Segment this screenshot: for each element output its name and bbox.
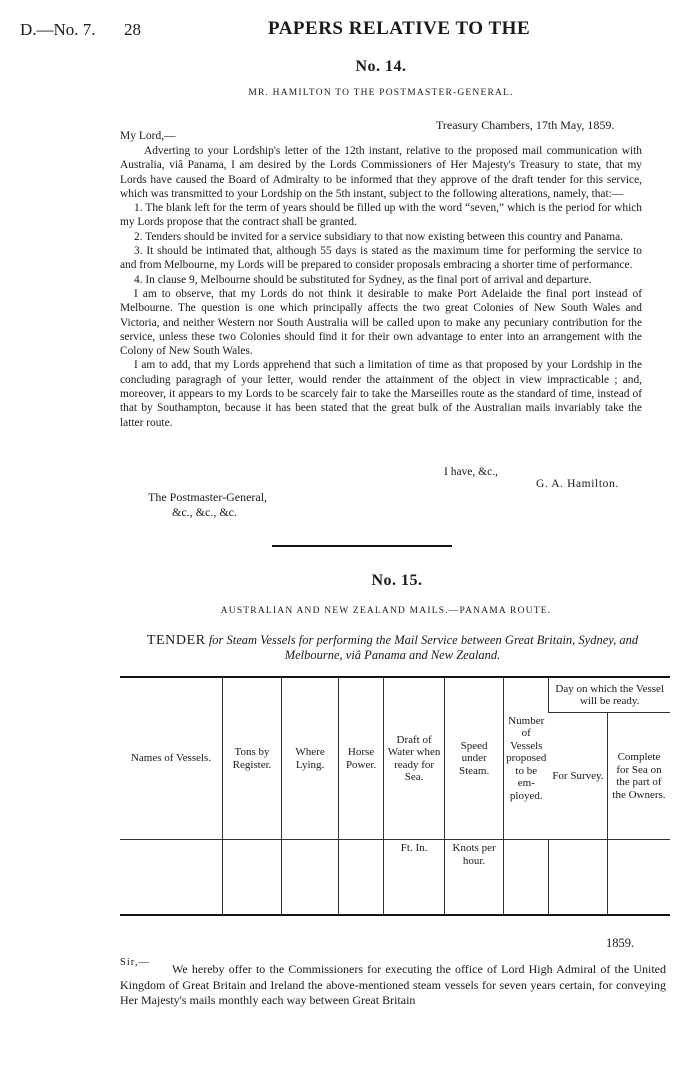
tender-date: 1859. bbox=[606, 936, 635, 950]
page-number: 28 bbox=[124, 20, 141, 39]
tender-table bbox=[120, 676, 670, 916]
col-header-where-lying: Where Lying. bbox=[282, 677, 339, 840]
tender-title-line2: Melbourne, viâ Panama and New Zealand. bbox=[284, 648, 501, 662]
col-header-complete: Complete for Sea on the part of the Owners. bbox=[607, 713, 670, 840]
item14-letter-body bbox=[120, 144, 642, 430]
item14-salutation: My Lord,— bbox=[120, 130, 176, 142]
col-header-horse-power: Horse Power. bbox=[339, 677, 384, 840]
tender-title-line1: for Steam Vessels for performing the Mail Service between Great Britain, Sydney, and bbox=[208, 633, 639, 647]
table-cell bbox=[282, 840, 339, 916]
item14-place-date: Treasury Chambers, 17th May, 1859. bbox=[436, 118, 615, 132]
tender-body bbox=[120, 962, 666, 1009]
letter-paragraph: I am to observe, that my Lords do not think it desirable to make Port Adelaide the final port instead of Melbourne. The question is one which principally affects the two great Colonies of New South Wales and Victoria, and neither Western nor South Australia will be called upon to make any pecuniary contribution for the service, unless these two Colonies should find it for their own advantage to enter into an arrangement with the Colony of New South Wales. bbox=[120, 287, 642, 358]
tender-title bbox=[120, 633, 665, 663]
letter-paragraph: 3. It should be intimated that, although 55 days is stated as the maximum time for performing the service to and from Melbourne, my Lords will be prepared to consider proposals embracing a shorter time of performance. bbox=[120, 245, 642, 272]
table-cell bbox=[549, 840, 608, 916]
item15-number: No. 15. bbox=[371, 572, 423, 589]
tender-salutation: Sir,— bbox=[120, 957, 150, 968]
col-header-speed: Speed under Steam. bbox=[445, 677, 504, 840]
letter-paragraph: 2. Tenders should be invited for a service subsidiary to that now existing between this country and Panama. bbox=[134, 230, 623, 243]
item15-heading: AUSTRALIAN AND NEW ZEALAND MAILS.—PANAMA ROUTE. bbox=[220, 606, 552, 616]
letter-paragraph: Adverting to your Lordship's letter of the 12th instant, relative to the proposed mail communication with Australia, viâ Panama, I am desired by the Lords Commissioners of Her Majesty's Treasury to state, that my Lords have caused the Board of Admiralty to be informed that they approve of the draft tender for this service, which was transmitted to your Lordship on the 5th instant, subject to the following alterations, namely, that:— bbox=[120, 145, 642, 200]
table-cell bbox=[339, 840, 384, 916]
col-header-names: Names of Vessels. bbox=[130, 752, 212, 765]
running-title: PAPERS RELATIVE TO THE bbox=[268, 18, 531, 39]
tender-lead: TENDER bbox=[146, 633, 206, 648]
unit-draft: Ft. In. bbox=[384, 840, 445, 916]
col-header-tons: Tons by Register. bbox=[223, 677, 282, 840]
item14-signature: G. A. Hamilton. bbox=[536, 478, 619, 490]
letter-paragraph: 4. In clause 9, Melbourne should be substituted for Sydney, as the final port of arrival and departure. bbox=[134, 273, 592, 286]
item14-addressee-etc: &c., &c., &c. bbox=[172, 505, 237, 519]
col-header-number-vessels: Number of Vessels proposed to be em- ployed. bbox=[504, 677, 549, 840]
tender-body-paragraph: We hereby offer to the Commissioners for executing the office of Lord High Admiral of the United Kingdom of Great Britain and Ireland the above-mentioned steam vessels for seven years certain, for conveying Her Majesty's mails monthly each way between Great Britain bbox=[120, 962, 666, 1008]
table-cell bbox=[223, 840, 282, 916]
item14-heading: MR. HAMILTON TO THE POSTMASTER-GENERAL. bbox=[248, 88, 514, 98]
section-divider bbox=[272, 545, 452, 547]
running-head bbox=[0, 18, 700, 48]
letter-paragraph: I am to add, that my Lords apprehend that such a limitation of time as that proposed by your Lordship in the concluding paragragh of your letter, would render the attainment of the object in view impracticable ; and, moreover, it appears to my Lords to be scarcely fair to take the Marseilles route as the standard of time, instead of that by Southampton, because it has been stated that the great bulk of the Australian mails invariably take the latter route. bbox=[120, 359, 642, 429]
item14-addressee: The Postmaster-General, bbox=[148, 490, 268, 504]
table-cell bbox=[120, 840, 223, 916]
item14-closing: I have, &c., bbox=[444, 466, 498, 478]
col-header-day-ready: Day on which the Vessel will be ready. bbox=[549, 677, 670, 713]
table-cell bbox=[504, 840, 549, 916]
document-number: D.—No. 7. bbox=[20, 20, 96, 39]
unit-speed: Knots per hour. bbox=[445, 840, 504, 916]
col-header-for-survey: For Survey. bbox=[552, 769, 604, 782]
item14-number: No. 14. bbox=[355, 58, 407, 75]
table-cell bbox=[607, 840, 670, 916]
col-header-draft: Draft of Water when ready for Sea. bbox=[384, 677, 445, 840]
letter-paragraph: 1. The blank left for the term of years should be filled up with the word “seven,” which is the period for which my Lords propose that the contract shall be granted. bbox=[120, 202, 642, 229]
